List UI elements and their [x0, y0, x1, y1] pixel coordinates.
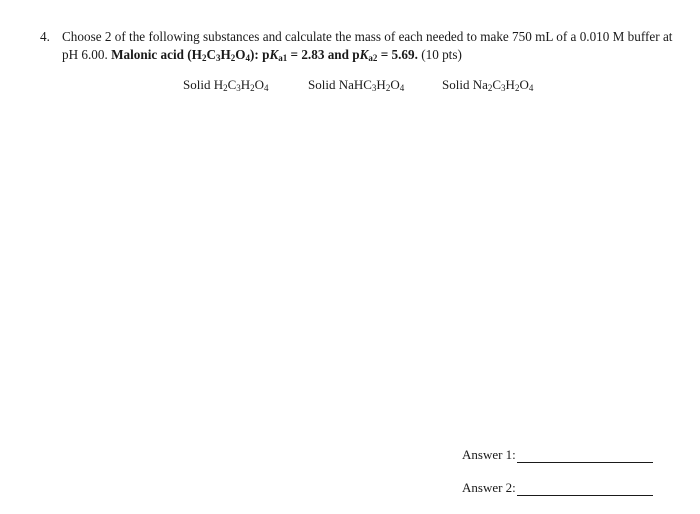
- question-intro: Choose 2 of the following substances and calculate the mass of each needed to make 750 mL of a 0.010 M buffer at pH 6.00.: [62, 29, 673, 62]
- question-number: 4.: [40, 29, 50, 44]
- pka2: $pK_{a2} = 5.69$.: [352, 47, 418, 63]
- pka1: $pK_{a1} = 2.83$ and: [262, 47, 349, 63]
- option-disodium-malonate: Solid $Na_2C_3H_2O_4$: [442, 77, 534, 93]
- points-label: (10 pts): [421, 47, 462, 62]
- malonic-acid-label: Malonic acid $(H_2C_3H_2O_4)$:: [111, 47, 259, 63]
- answer-2-label: Answer 2:: [462, 480, 516, 495]
- option-malonic-acid: Solid $H_2C_3H_2O_4$: [183, 77, 269, 93]
- answer-1-blank[interactable]: [517, 450, 653, 463]
- question-text: [62, 28, 680, 64]
- answer-1-label: Answer 1:: [462, 447, 516, 462]
- answer-2-blank[interactable]: [517, 483, 653, 496]
- question-4: [40, 28, 680, 64]
- answer-2-row: [462, 480, 653, 496]
- answer-1-row: [462, 447, 653, 463]
- option-sodium-hydrogen-malonate: Solid $NaHC_3H_2O_4$: [308, 77, 405, 93]
